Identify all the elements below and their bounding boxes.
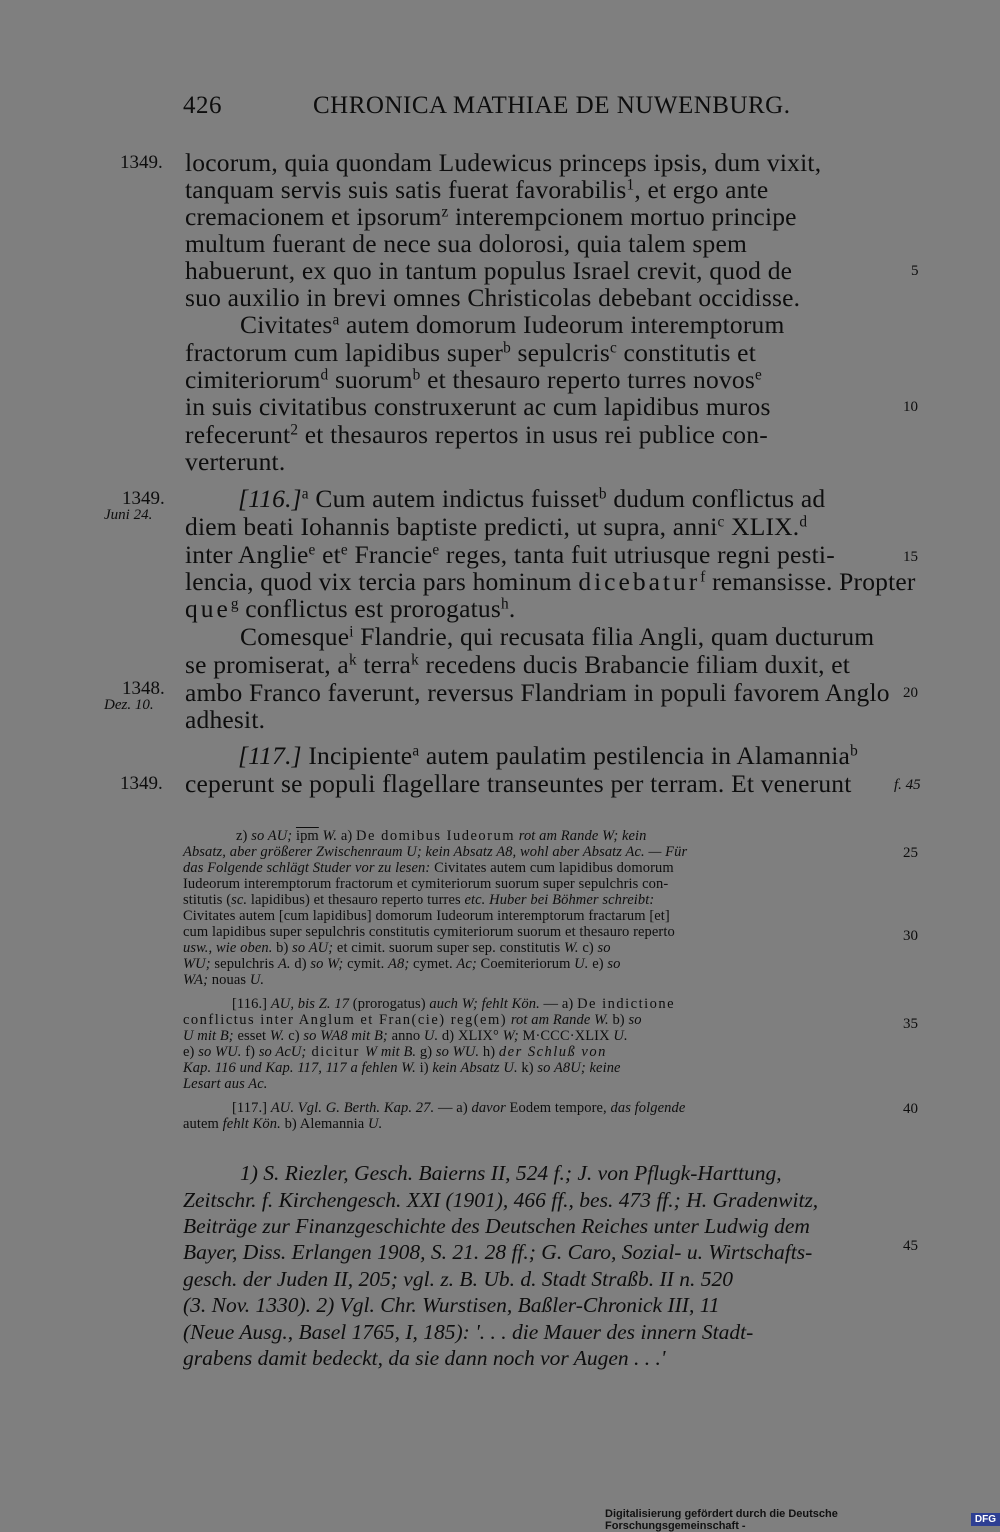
apparatus-line: [116.] AU, bis Z. 17 (prorogatus) auch W; fehlt Kön. — a) De indictione <box>232 996 676 1012</box>
text-line: [117.] Incipiente$^a$ autem paulatim pestilencia in Alamannia$^b$ <box>238 741 858 770</box>
chapter-number: [116.] <box>238 484 302 513</box>
footnote-line: Zeitschr. f. Kirchengesch. XXI (1901), 466 ff., bes. 473 ff.; H. Gradenwitz, <box>183 1188 819 1212</box>
margin-year: 1349. <box>120 152 163 173</box>
text-line: multum fuerant de nece sua dolorosi, quia talem spem <box>185 229 748 258</box>
apparatus-line: autem fehlt Kön. b) Alemannia U. <box>183 1116 383 1132</box>
apparatus-line: Civitates autem [cum lapidibus] domorum Iudeorum interemptorum fractarum [et] <box>183 908 670 924</box>
margin-date: Dez. 10. <box>104 697 154 713</box>
margin-year: 1349. <box>122 488 165 509</box>
apparatus-line: stitutis (sc. lapidibus) et thesauro reperto turres etc. Huber bei Böhmer schreibt: <box>183 892 655 908</box>
apparatus-line: Iudeorum interemptorum fractorum et cymiteriorum suorum super sepulchris con- <box>183 876 669 892</box>
apparatus-line: conflictus inter Anglum et Fran(cie) reg(em) rot am Rande W. b) so <box>183 1012 642 1028</box>
text-line: $[116.]^a$ Cum autem indictus fuisset$^b$ dudum conflictus ad <box>238 484 826 513</box>
footnote-line: Bayer, Diss. Erlangen 1908, S. 21. 28 ff.; G. Caro, Sozial- u. Wirtschafts- <box>183 1240 813 1264</box>
funding-footer <box>605 1507 1000 1532</box>
apparatus-line: cum lapidibus super sepulchris constitutis cymiteriorum suorum et thesauro reperto <box>183 924 675 940</box>
apparatus-line: U mit B; esset W. c) so WA8 mit B; anno U. d) XLIX° W; M·CCC·XLIX U. <box>183 1028 628 1044</box>
text-line: refecerunt$^2$ et thesauros repertos in usus rei publice con- <box>185 420 768 449</box>
text-line: lencia, quod vix tercia pars hominum dicebatur$^f$ remansisse. Propter <box>185 567 916 596</box>
line-number: 35 <box>903 1016 918 1032</box>
text-line: Comesque$^i$ Flandrie, qui recusata filia Angli, quam ducturum <box>240 622 875 651</box>
folio-marker: f. 45 <box>894 777 921 793</box>
text-line: se promiserat, $a^k$ terra$^k$ recedens ducis Brabancie filiam duxit, et <box>185 650 851 679</box>
text-line: verterunt. <box>185 447 286 476</box>
text-line: locorum, quia quondam Ludewicus princeps ipsis, dum vixit, <box>185 148 822 177</box>
footnote-line: (Neue Ausg., Basel 1765, I, 185): '. . . die Mauer des innern Stadt- <box>183 1320 754 1344</box>
apparatus-line: WU; sepulchris A. d) so W; cymit. A8; cymet. Ac; Coemiteriorum U. e) so <box>183 956 621 972</box>
text-line: diem beati Iohannis baptiste predicti, ut supra, anni$^c$ XLIX.$^d$ <box>185 512 808 541</box>
chapter-number: [117.] <box>238 741 302 770</box>
apparatus-line: Absatz, aber größerer Zwischenraum U; kein Absatz A8, wohl aber Absatz Ac. — Für <box>183 844 688 860</box>
apparatus-line: das Folgende schlägt Studer vor zu lesen: Civitates autem cum lapidibus domorum <box>183 860 674 876</box>
apparatus-line: z) so AU; $\overline{ipm}$ W. a) De domibus Iudeorum rot am Rande W; kein <box>236 828 647 844</box>
funding-text: Digitalisierung gefördert durch die Deutsche Forschungsgemeinschaft - <box>605 1507 838 1532</box>
apparatus-line: Kap. 116 und Kap. 117, 117 a fehlen W. i) kein Absatz U. k) so A8U; keine <box>183 1060 621 1076</box>
text-line: suo auxilio in brevi omnes Christicolas debebant occidisse. <box>185 283 801 312</box>
apparatus-line: WA; nouas U. <box>183 972 265 988</box>
text-line: ceperunt se populi flagellare transeuntes per terram. Et venerunt <box>185 769 852 798</box>
line-number: 20 <box>903 685 918 701</box>
apparatus-line: e) so WU. f) so AcU; dicitur W mit B. g) so WU. h) der Schluß von <box>183 1044 607 1060</box>
footnote-line: (3. Nov. 1330). 2) Vgl. Chr. Wurstisen, Baßler-Chronick III, 11 <box>183 1293 720 1317</box>
line-number: 5 <box>911 263 919 279</box>
text-line: fractorum cum lapidibus super$^b$ sepulcris$^c$ constitutis et <box>185 338 756 367</box>
footnote-line: Beiträge zur Finanzgeschichte des Deutschen Reiches unter Ludwig dem <box>183 1214 810 1238</box>
text-line: que$^g$ conflictus est prorogatus$^h$. <box>185 594 516 623</box>
text-line: Civitates$^a$ autem domorum Iudeorum interemptorum <box>240 310 785 339</box>
text-line: habuerunt, ex quo in tantum populus Israel crevit, quod de <box>185 256 793 285</box>
text-line: cimiteriorum$^d$ suorum$^b$ et thesauro reperto turres novos$^e$ <box>185 365 762 394</box>
line-number: 30 <box>903 928 918 944</box>
line-number: 40 <box>903 1101 918 1117</box>
line-number: 45 <box>903 1238 918 1254</box>
line-number: 10 <box>903 399 918 415</box>
apparatus-line: [117.] AU. Vgl. G. Berth. Kap. 27. — a) davor Eodem tempore, das folgende <box>232 1100 686 1116</box>
text-line: in suis civitatibus construxerunt ac cum lapidibus muros <box>185 392 771 421</box>
page-number: 426 <box>183 92 222 119</box>
footnote-line: gesch. der Juden II, 205; vgl. z. B. Ub. d. Stadt Straßb. II n. 520 <box>183 1267 733 1291</box>
text-line: tanquam servis suis satis fuerat favorabilis$^1$, et ergo ante <box>185 175 769 204</box>
apparatus-line: usw., wie oben. b) so AU; et cimit. suorum super sep. constitutis W. c) so <box>183 940 611 956</box>
running-title: CHRONICA MATHIAE DE NUWENBURG. <box>313 92 791 119</box>
footnote-line: 1) S. Riezler, Gesch. Baierns II, 524 f.; J. von Pflugk-Harttung, <box>240 1161 782 1185</box>
footnote-line: grabens damit bedeckt, da sie dann noch vor Augen . . .' <box>183 1346 666 1370</box>
margin-date: Juni 24. <box>104 507 153 523</box>
margin-year: 1348. <box>122 678 165 699</box>
line-number: 25 <box>903 845 918 861</box>
apparatus-line: Lesart aus Ac. <box>183 1076 268 1092</box>
dfg-logo: DFG <box>971 1513 1000 1526</box>
text-line: ambo Franco faverunt, reversus Flandriam in populi favorem Anglo <box>185 678 890 707</box>
margin-year: 1349. <box>120 773 163 794</box>
text-line: cremacionem et ipsorum$^z$ interempcionem mortuo principe <box>185 202 797 231</box>
text-line: adhesit. <box>185 705 266 734</box>
line-number: 15 <box>903 549 918 565</box>
text-line: inter Anglie$^e$ $et^e$ Francie$^e$ reges, tanta fuit utriusque regni pesti- <box>185 540 835 569</box>
